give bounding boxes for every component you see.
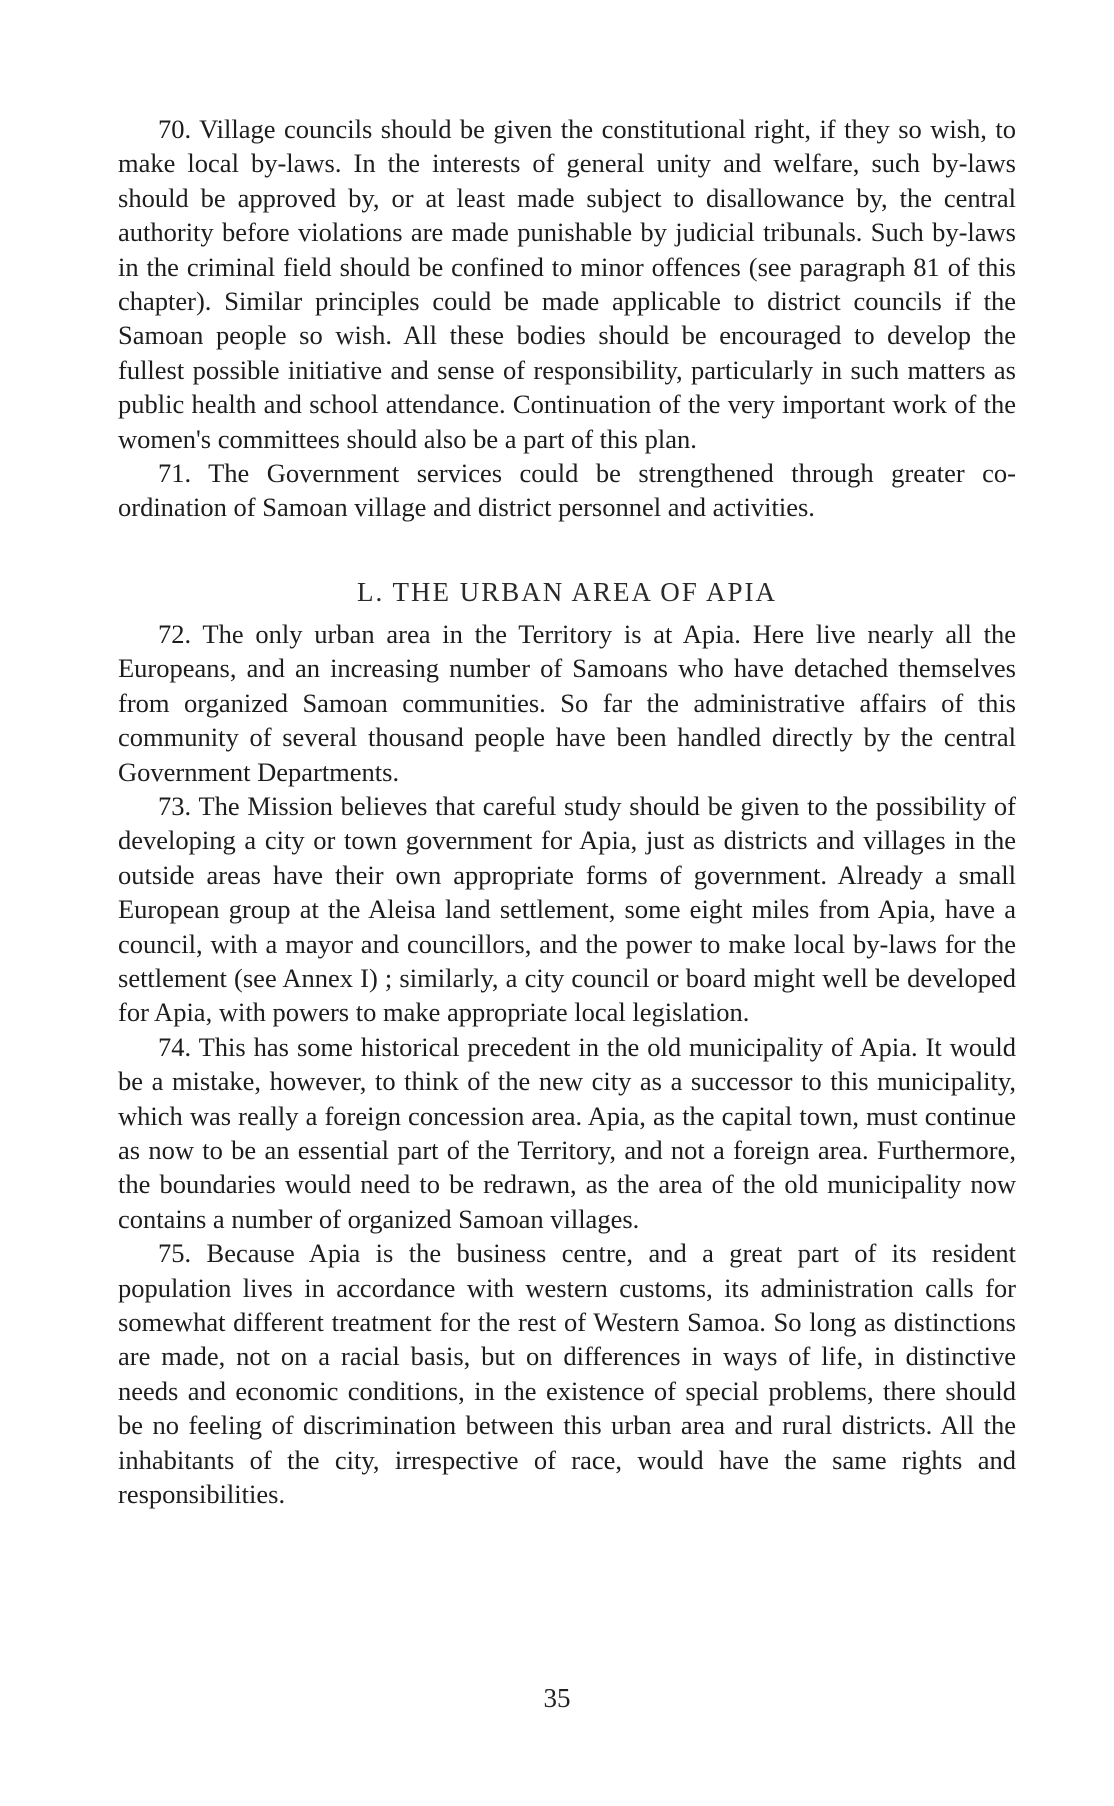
paragraph-70 xyxy=(118,112,1016,456)
document-page xyxy=(118,112,1016,1511)
paragraph-text: The Government services could be strengthened through greater co-ordination of Samoan village and district personnel and activities. xyxy=(118,458,1016,523)
paragraph-73 xyxy=(118,789,1016,1030)
section-heading: L. THE URBAN AREA OF APIA xyxy=(356,576,778,607)
paragraph-text: The Mission believes that careful study should be given to the possibility of developing a city or town government for Apia, just as districts and villages in the outside areas have their own appropriate forms of government. Already a small European group at the Aleisa land settlement, some eight miles from Apia, have a council, with a mayor and councillors, and the power to make local by-laws for the settlement (see Annex I) ; similarly, a city council or board might well be developed for Apia, with powers to make appropriate local legislation. xyxy=(118,790,1016,1028)
paragraph-number: 72. xyxy=(158,618,192,649)
page-number: 35 xyxy=(543,1683,571,1713)
paragraph-71 xyxy=(118,456,1016,525)
paragraph-number: 74. xyxy=(158,1031,192,1062)
paragraph-text: This has some historical precedent in the old municipality of Apia. It would be a mistake, however, to think of the new city as a successor to this municipality, which was really a foreign concession area. Apia, as the capital town, must continue as now to be an essential part of the Territory, and not a foreign area. Furthermore, the boundaries would need to be redrawn, as the area of the old municipality now contains a number of organized Samoan villages. xyxy=(118,1031,1016,1234)
paragraph-number: 70. xyxy=(158,114,192,144)
paragraph-number: 71. xyxy=(158,458,192,489)
paragraph-72 xyxy=(118,617,1016,789)
paragraph-text: Village councils should be given the constitutional right, if they so wish, to make local by-laws. In the interests of general unity and welfare, such by-laws should be approved by, or at least made subject to disallowance by, the central authority before violations are made punishable by judicial tribunals. Such by-laws in the criminal field should be confined to minor offences (see paragraph 81 of this chapter). Similar principles could be made applicable to district councils if the Samoan people so wish. All these bodies should be encouraged to develop the fullest possible initiative and sense of responsibility, particularly in such matters as public health and school attendance. Continuation of the very important work of the women's committees should also be a part of this plan. xyxy=(118,114,1016,454)
paragraph-number: 73. xyxy=(158,790,192,821)
paragraph-74 xyxy=(118,1030,1016,1236)
paragraph-75 xyxy=(118,1236,1016,1511)
paragraph-number: 75. xyxy=(158,1238,192,1269)
paragraph-text: Because Apia is the business centre, and a great part of its resident population lives in accordance with western customs, its administration calls for somewhat different treatment for the rest of Western Samoa. So long as distinctions are made, not on a racial basis, but on differences in ways of life, in distinctive needs and economic conditions, in the existence of special problems, there should be no feeling of discrimination between this urban area and rural districts. All the inhabitants of the city, irrespective of race, would have the same rights and responsibilities. xyxy=(118,1238,1017,1510)
paragraph-text: The only urban area in the Territory is at Apia. Here live nearly all the Europeans, and an increasing number of Samoans who have detached themselves from organized Samoan communities. So far the administrative affairs of this community of several thousand people have been handled directly by the central Government Departments. xyxy=(118,618,1016,787)
